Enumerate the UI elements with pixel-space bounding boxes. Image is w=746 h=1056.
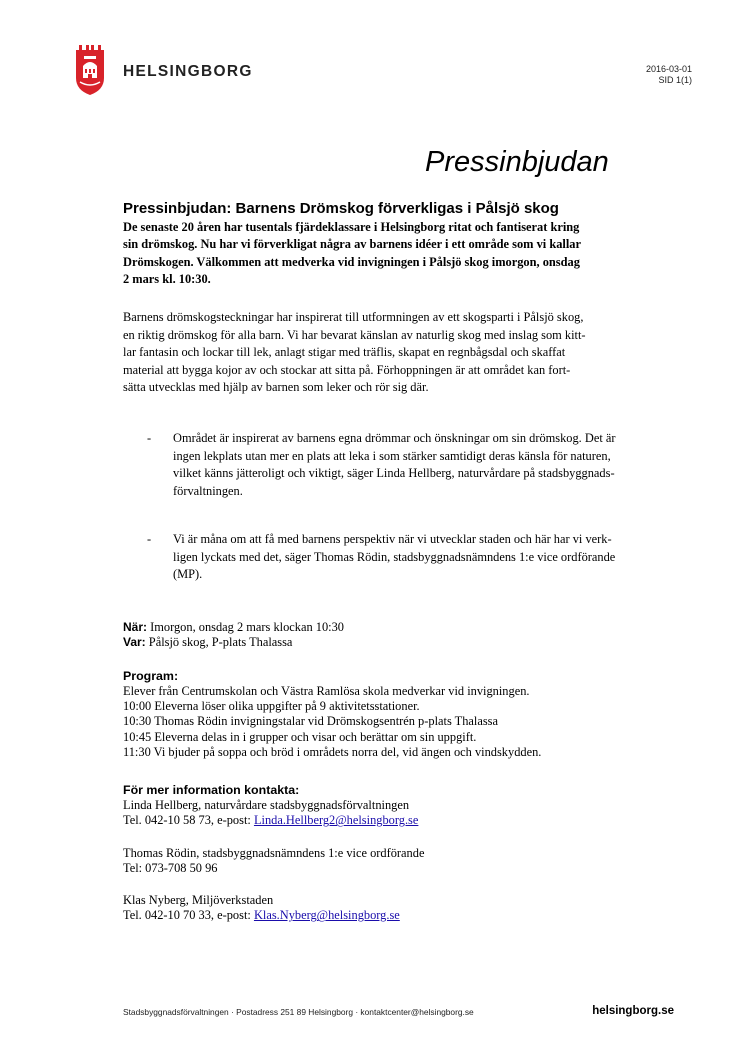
footer-website[interactable]: helsingborg.se	[592, 1005, 674, 1017]
body-line: en riktig drömskog för alla barn. Vi har bevarat känslan av naturlig skog med inslag som kitt-	[123, 327, 586, 342]
lead-paragraph	[123, 219, 663, 288]
where-value: Pålsjö skog, P-plats Thalassa	[148, 635, 293, 649]
bullet-dash: -	[147, 431, 152, 445]
program-item: Elever från Centrumskolan och Västra Ramlösa skola medverkar vid invigningen.	[123, 684, 530, 698]
body-line: lar fantasin och lockar till lek, anlagt stigar med träflis, skapat en regnbågsdal och skaffat	[123, 345, 566, 360]
contact-name: Klas Nyberg, Miljöverkstaden	[123, 893, 274, 907]
quote-line: Området är inspirerat av barnens egna drömmar och önskningar om sin drömskog. Det är	[173, 431, 616, 445]
quote-text	[173, 430, 663, 500]
where-label: Var:	[123, 635, 146, 649]
quote-line: (MP).	[173, 567, 203, 582]
page-number: SID 1(1)	[658, 75, 692, 85]
event-when	[123, 620, 344, 635]
contact-phone: Tel: 073-708 50 96	[123, 861, 218, 876]
lead-line: Drömskogen. Välkommen att medverka vid invigningen i Pålsjö skog imorgon, onsdag	[123, 254, 580, 269]
email-link[interactable]: Linda.Hellberg2@helsingborg.se	[253, 813, 419, 828]
email-link[interactable]: Klas.Nyberg@helsingborg.se	[253, 908, 400, 923]
event-where	[123, 635, 292, 650]
program-item: 10:00 Eleverna löser olika uppgifter på 9 aktivitetsstationer.	[123, 699, 420, 714]
contact-details	[123, 908, 400, 923]
body-paragraph	[123, 309, 663, 397]
lead-line: sin drömskog. Nu har vi förverkligat några av barnens idéer i ett område som vi kallar	[123, 237, 581, 252]
footer-address: Stadsbyggnadsförvaltningen · Postadress 251 89 Helsingborg · kontaktcenter@helsingborg.se	[123, 1007, 474, 1017]
date-block	[646, 64, 692, 86]
quote-line: ligen lyckats med det, säger Thomas Rödin, stadsbyggnadsnämndens 1:e vice ordförande	[173, 549, 616, 564]
body-line: sätta utvecklas med hjälp av barnen som leker och rör sig där.	[123, 380, 429, 395]
quote-text	[173, 531, 663, 584]
contact-block	[123, 893, 400, 924]
quote-line: vilket känns jätteroligt och viktigt, säger Linda Hellberg, naturvårdare på stadsbyggnads-	[173, 466, 615, 481]
quote-line: Vi är måna om att få med barnens perspektiv när vi utvecklar staden och här har vi verk-	[173, 532, 612, 546]
document-date: 2016-03-01	[645, 64, 692, 74]
when-value: Imorgon, onsdag 2 mars klockan 10:30	[150, 620, 344, 634]
body-line: Barnens drömskogsteckningar har inspirerat till utformningen av ett skogsparti i Pålsjö skog,	[123, 310, 584, 324]
brand-name: HELSINGBORG	[123, 63, 253, 80]
body-line: material att bygga kojor av och stockar att sitta på. Förhoppningen är att området kan fort-	[123, 362, 571, 377]
contact-details	[123, 813, 418, 828]
helsingborg-crest-logo	[75, 44, 105, 96]
contact-phone: Tel. 042-10 58 73, e-post:	[123, 813, 254, 828]
contact-name: Linda Hellberg, naturvårdare stadsbyggnadsförvaltningen	[123, 798, 410, 812]
program-heading: Program:	[123, 669, 179, 683]
lead-line: De senaste 20 åren har tusentals fjärdeklassare i Helsingborg ritat och fantiserat kring	[123, 220, 580, 234]
when-label: När:	[123, 620, 148, 634]
press-headline: Pressinbjudan: Barnens Drömskog förverkligas i Pålsjö skog	[123, 200, 559, 217]
contact-block	[123, 798, 418, 829]
program-item: 10:30 Thomas Rödin invigningstalar vid Drömskogsentrén p-plats Thalassa	[123, 714, 499, 729]
program-item: 10:45 Eleverna delas in i grupper och visar och berättar om sin uppgift.	[123, 729, 477, 744]
quote-line: förvaltningen.	[173, 483, 243, 498]
lead-line: 2 mars kl. 10:30.	[123, 271, 211, 286]
program-item: 11:30 Vi bjuder på soppa och bröd i områdets norra del, vid ängen och vindskydden.	[123, 744, 542, 759]
contact-block	[123, 846, 424, 877]
program-list	[123, 684, 541, 760]
document-title: Pressinbjudan	[425, 146, 609, 178]
contact-heading: För mer information kontakta:	[123, 783, 300, 797]
contact-phone: Tel. 042-10 70 33, e-post:	[123, 908, 254, 923]
quote-line: ingen lekplats utan mer en plats att leka i som stärker samtidigt deras känsla för naturen,	[173, 448, 611, 463]
bullet-dash: -	[147, 532, 152, 546]
contact-name: Thomas Rödin, stadsbyggnadsnämndens 1:e vice ordförande	[123, 846, 425, 860]
